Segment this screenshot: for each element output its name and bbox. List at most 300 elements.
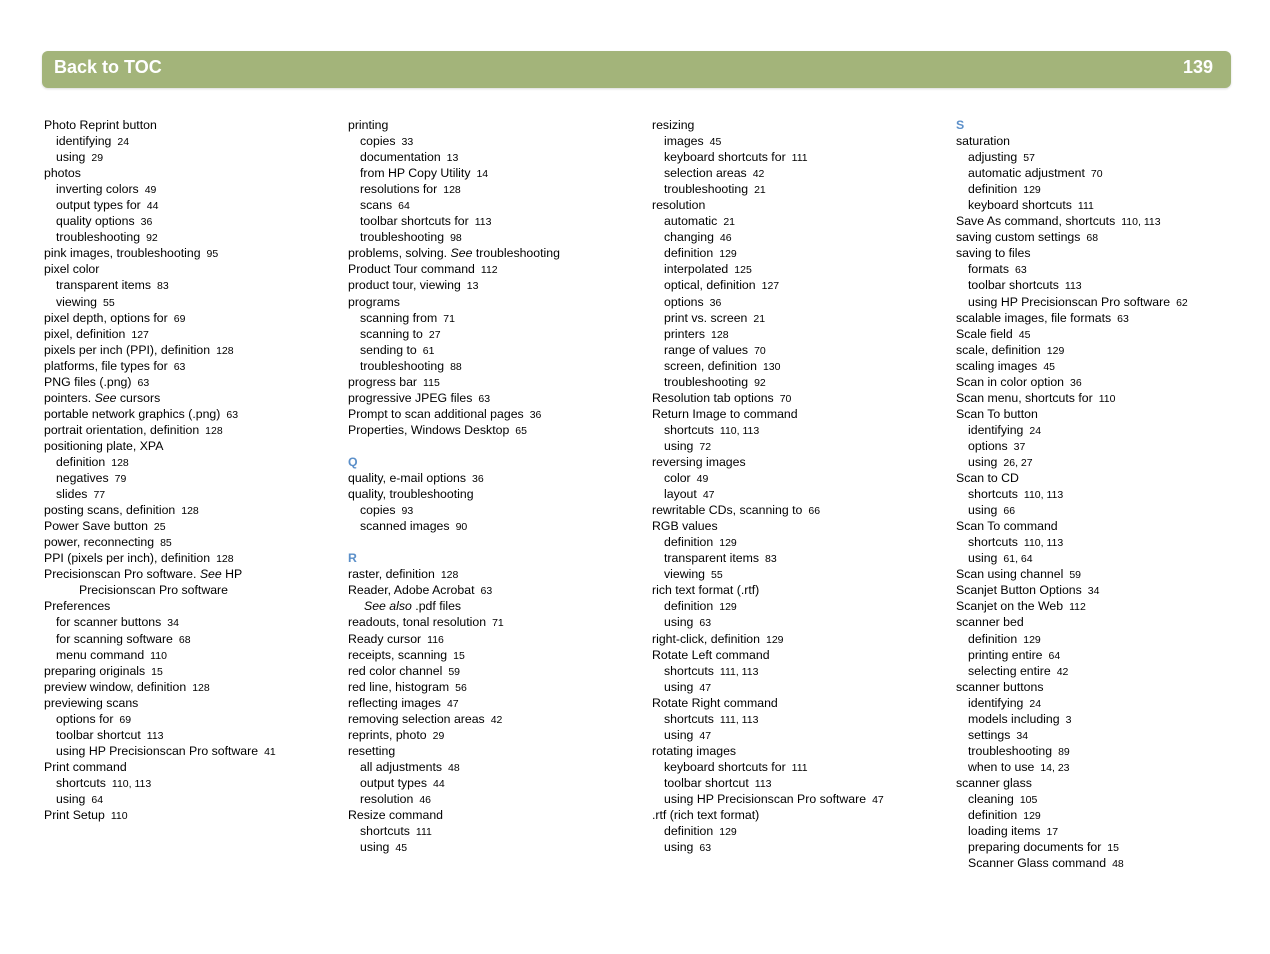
page-reference-link[interactable]: 90 <box>455 521 468 534</box>
index-subentry <box>44 486 344 502</box>
index-entry <box>652 454 952 470</box>
index-subentry <box>348 839 648 855</box>
index-term: posting scans, definition <box>44 503 176 518</box>
page-reference-link[interactable]: 89 <box>1058 745 1070 758</box>
page-reference-link[interactable]: 44 <box>146 200 159 213</box>
page-reference-link[interactable]: 110, 113 <box>719 424 760 437</box>
index-subentry <box>956 534 1256 550</box>
index-term: Scan menu, shortcuts for <box>956 390 1093 405</box>
page-reference-link[interactable]: 112 <box>1069 601 1086 614</box>
page-reference-link[interactable]: 3 <box>1065 713 1072 726</box>
page-reference-link[interactable]: 47 <box>702 489 715 502</box>
page-reference-link[interactable]: 85 <box>160 537 172 550</box>
index-entry <box>44 438 344 454</box>
page-reference-link[interactable]: 128 <box>192 681 210 694</box>
page-reference-link[interactable]: 36 <box>1070 376 1082 389</box>
index-term: changing <box>664 230 714 245</box>
page-reference-link[interactable]: 37 <box>1013 440 1026 453</box>
page-reference-link[interactable]: 128 <box>216 553 234 566</box>
index-entry <box>652 631 952 647</box>
index-term: documentation <box>360 150 441 165</box>
page-reference-link[interactable]: 13 <box>466 280 479 293</box>
page-reference-link[interactable]: 70 <box>779 392 792 405</box>
index-term: shortcuts <box>56 775 106 790</box>
page-reference-link[interactable]: 66 <box>808 505 821 518</box>
index-subentry <box>348 181 648 197</box>
page-reference-link[interactable]: 68 <box>178 633 191 646</box>
see-target[interactable]: cursors <box>116 390 161 405</box>
index-subentry <box>956 149 1256 165</box>
index-entry <box>348 422 648 438</box>
index-term: using HP Precisionscan Pro software <box>56 743 259 758</box>
index-term: loading items <box>968 824 1041 839</box>
page-reference-link[interactable]: 113 <box>146 729 164 742</box>
page-reference-link[interactable]: 49 <box>696 473 709 486</box>
index-subentry <box>652 470 952 486</box>
page-reference-link[interactable]: 47 <box>699 729 712 742</box>
page-reference-link[interactable]: 110, 113 <box>1121 216 1161 229</box>
page-reference-link[interactable]: 63 <box>478 392 491 405</box>
index-subentry <box>44 614 344 630</box>
page-reference-link[interactable]: 112 <box>480 264 498 277</box>
page-reference-link[interactable]: 36 <box>709 296 722 309</box>
index-spacer <box>348 438 648 454</box>
index-term: quality, troubleshooting <box>348 487 474 502</box>
index-entry <box>44 342 344 358</box>
index-term: using <box>664 727 694 742</box>
page-reference-link[interactable]: 36 <box>140 216 153 229</box>
page-reference-link[interactable]: 33 <box>401 136 414 149</box>
index-column-2 <box>348 117 648 855</box>
index-term: adjusting <box>968 150 1018 165</box>
page-reference-link[interactable]: 128 <box>181 505 199 518</box>
page-reference-link[interactable]: 57 <box>1023 152 1035 165</box>
index-subentry <box>652 245 952 261</box>
index-term: viewing <box>664 567 706 582</box>
page-reference-link[interactable]: 49 <box>144 184 157 197</box>
page-reference-link[interactable]: 129 <box>1023 810 1041 823</box>
page-reference-link[interactable]: 69 <box>119 713 132 726</box>
index-term: for scanner buttons <box>56 615 162 630</box>
index-term: progressive JPEG files <box>348 390 473 405</box>
page-reference-link[interactable]: 61 <box>422 344 435 357</box>
page-reference-link[interactable]: 47 <box>446 697 459 710</box>
page-reference-link[interactable]: 45 <box>395 842 408 855</box>
index-term: using <box>664 438 694 453</box>
index-subentry <box>44 711 344 727</box>
index-term: pointers. <box>44 390 92 405</box>
page-reference-link[interactable]: 61, 64 <box>1003 553 1033 566</box>
page-reference-link[interactable]: 15 <box>1107 842 1119 855</box>
page-reference-link[interactable]: 127 <box>761 280 780 293</box>
index-subentry <box>44 470 344 486</box>
index-term: scale, definition <box>956 342 1041 357</box>
index-entry <box>652 743 952 759</box>
page-reference-link[interactable]: 48 <box>1112 858 1124 871</box>
page-reference-link[interactable]: 129 <box>765 633 784 646</box>
index-subentry <box>44 647 344 663</box>
index-subentry <box>44 277 344 293</box>
index-term: definition <box>664 535 714 550</box>
index-subentry <box>956 550 1256 566</box>
index-subentry <box>348 791 648 807</box>
page-reference-link[interactable]: 26, 27 <box>1003 456 1033 469</box>
index-subentry <box>956 631 1256 647</box>
page-reference-link[interactable]: 93 <box>401 505 414 518</box>
page-reference-link[interactable]: 42 <box>490 713 503 726</box>
page-reference-link[interactable]: 110, 113 <box>1023 537 1064 550</box>
index-term: print vs. screen <box>664 310 748 325</box>
index-term: problems, solving. <box>348 246 448 261</box>
index-term: Resize command <box>348 808 443 823</box>
page-reference-link[interactable]: 95 <box>206 248 219 261</box>
index-entry <box>956 374 1256 390</box>
page-reference-link[interactable]: 68 <box>1086 232 1099 245</box>
index-section-letter: Q <box>348 454 358 469</box>
index-term: scans <box>360 198 393 213</box>
index-entry <box>348 390 648 406</box>
page-reference-link[interactable]: 129 <box>719 601 737 614</box>
page-reference-link[interactable]: 63 <box>1117 312 1129 325</box>
page-reference-link[interactable]: 113 <box>1064 280 1082 293</box>
index-term: resolution <box>360 791 414 806</box>
index-subentry <box>956 647 1256 663</box>
index-subentry <box>956 743 1256 759</box>
page-reference-link[interactable]: 42 <box>752 168 765 181</box>
index-entry <box>956 775 1256 791</box>
page-reference-link[interactable]: 25 <box>153 521 166 534</box>
page-reference-link[interactable]: 110, 113 <box>1023 489 1064 502</box>
index-entry <box>652 117 952 133</box>
page-reference-link[interactable]: 129 <box>1023 184 1041 197</box>
page-reference-link[interactable]: 129 <box>1046 344 1065 357</box>
see-target[interactable]: .pdf files <box>411 599 462 614</box>
index-subentry <box>348 358 648 374</box>
index-subentry <box>652 229 952 245</box>
index-term: rich text format (.rtf) <box>652 583 760 598</box>
back-to-toc-link[interactable]: Back to TOC <box>54 57 162 77</box>
index-subentry <box>956 807 1256 823</box>
page-reference-link[interactable]: 98 <box>450 232 462 245</box>
page-reference-link[interactable]: 48 <box>448 761 460 774</box>
index-term: reprints, photo <box>348 727 427 742</box>
page-reference-link[interactable]: 63 <box>480 585 493 598</box>
index-subentry <box>348 213 648 229</box>
index-subentry <box>956 695 1256 711</box>
page-reference-link[interactable]: 130 <box>762 360 781 373</box>
index-term: previewing scans <box>44 695 139 710</box>
index-entry <box>652 518 952 534</box>
index-term: Properties, Windows Desktop <box>348 422 510 437</box>
index-term: shortcuts <box>664 711 714 726</box>
page-reference-link[interactable]: 72 <box>699 440 712 453</box>
index-entry <box>652 406 952 422</box>
index-subentry <box>652 839 952 855</box>
page-reference-link[interactable]: 79 <box>114 473 127 486</box>
index-entry <box>956 213 1256 229</box>
page-reference-link[interactable]: 71 <box>443 312 455 325</box>
page-reference-link[interactable]: 55 <box>103 296 115 309</box>
index-term: copies <box>360 503 396 518</box>
page-reference-link[interactable]: 63 <box>173 360 186 373</box>
page-reference-link[interactable]: 21 <box>754 184 766 197</box>
index-term: optical, definition <box>664 278 756 293</box>
page-reference-link[interactable]: 29 <box>432 729 445 742</box>
index-subentry <box>44 181 344 197</box>
index-term: pixel color <box>44 262 100 277</box>
page-reference-link[interactable]: 63 <box>1015 264 1027 277</box>
index-subentry <box>652 679 952 695</box>
page-reference-link[interactable]: 128 <box>216 344 234 357</box>
index-term: selecting entire <box>968 663 1051 678</box>
page-reference-link[interactable]: 21 <box>723 216 736 229</box>
index-subentry <box>652 213 952 229</box>
index-entry <box>956 390 1256 406</box>
page-reference-link[interactable]: 27 <box>428 328 441 341</box>
index-subentry <box>44 454 344 470</box>
page-reference-link[interactable]: 65 <box>515 424 527 437</box>
page-reference-link[interactable]: 45 <box>709 136 722 149</box>
page-reference-link[interactable]: 29 <box>91 152 104 165</box>
page-reference-link[interactable]: 56 <box>455 681 467 694</box>
page-reference-link[interactable]: 111 <box>791 761 808 774</box>
page-reference-link[interactable]: 46 <box>419 793 432 806</box>
index-subentry <box>652 663 952 679</box>
index-term: scanning to <box>360 326 423 341</box>
index-term: reversing images <box>652 454 746 469</box>
index-term: keyboard shortcuts for <box>664 759 786 774</box>
page-reference-link[interactable]: 47 <box>872 793 884 806</box>
index-term: toolbar shortcut <box>664 775 749 790</box>
page-reference-link[interactable]: 92 <box>146 232 158 245</box>
page-reference-link[interactable]: 36 <box>472 473 484 486</box>
index-entry <box>348 374 648 390</box>
index-term: from HP Copy Utility <box>360 166 471 181</box>
page-reference-link[interactable]: 63 <box>699 617 712 630</box>
page-reference-link[interactable]: 34 <box>167 617 179 630</box>
page-reference-link[interactable]: 105 <box>1019 793 1038 806</box>
page-reference-link[interactable]: 71 <box>492 617 504 630</box>
index-subentry <box>348 229 648 245</box>
page-reference-link[interactable]: 34 <box>1087 585 1100 598</box>
index-term: using <box>664 615 694 630</box>
page-reference-link[interactable]: 111 <box>415 826 432 839</box>
page-reference-link[interactable]: 116 <box>427 633 444 646</box>
page-reference-link[interactable]: 128 <box>111 456 129 469</box>
page-reference-link[interactable]: 127 <box>131 328 149 341</box>
page-reference-link[interactable]: 64 <box>398 200 410 213</box>
index-entry <box>652 807 952 823</box>
index-entry <box>44 261 344 277</box>
index-entry <box>956 133 1256 149</box>
index-term: Prompt to scan additional pages <box>348 406 524 421</box>
index-entry <box>44 566 344 582</box>
page-reference-link[interactable]: 110, 113 <box>111 777 152 790</box>
page-reference-link[interactable]: 69 <box>173 312 186 325</box>
index-entry <box>44 807 344 823</box>
index-subentry <box>652 550 952 566</box>
index-entry <box>348 727 648 743</box>
page-reference-link[interactable]: 63 <box>226 408 239 421</box>
index-subentry <box>652 374 952 390</box>
page-reference-link[interactable]: 128 <box>711 328 729 341</box>
index-section-letter: S <box>956 118 965 132</box>
index-term: using <box>664 840 694 855</box>
index-term: resolutions for <box>360 182 438 197</box>
page-reference-link[interactable]: 70 <box>1090 168 1103 181</box>
page-reference-link[interactable]: 62 <box>1176 296 1188 309</box>
index-entry <box>652 695 952 711</box>
index-entry <box>348 679 648 695</box>
index-column-1 <box>44 117 344 823</box>
page-reference-link[interactable]: 24 <box>1029 424 1042 437</box>
page-reference-link[interactable]: 77 <box>93 489 106 502</box>
page-reference-link[interactable]: 128 <box>440 569 459 582</box>
index-entry <box>652 647 952 663</box>
page-reference-link[interactable]: 34 <box>1016 729 1029 742</box>
page-reference-link[interactable]: 24 <box>117 136 130 149</box>
index-subentry <box>44 229 344 245</box>
page-reference-link[interactable]: 88 <box>450 360 462 373</box>
index-subentry <box>956 438 1256 454</box>
page-reference-link[interactable]: 46 <box>719 232 732 245</box>
page-reference-link[interactable]: 111 <box>1077 200 1094 213</box>
index-entry <box>956 598 1256 614</box>
page-reference-link[interactable]: 36 <box>529 408 542 421</box>
page-reference-link[interactable]: 59 <box>448 665 461 678</box>
index-section-letter: R <box>348 551 357 566</box>
page-reference-link[interactable]: 111, 113 <box>719 713 759 726</box>
index-subentry <box>348 759 648 775</box>
index-term: scanner bed <box>956 615 1024 630</box>
index-subentry <box>652 727 952 743</box>
index-subentry <box>44 133 344 149</box>
index-term: Preferences <box>44 599 111 614</box>
index-subentry <box>652 422 952 438</box>
index-term: definition <box>664 599 714 614</box>
index-subentry <box>956 759 1256 775</box>
page-reference-link[interactable]: 15 <box>151 665 163 678</box>
index-term: Scan To command <box>956 519 1058 534</box>
header-bar <box>42 51 1231 88</box>
page-reference-link[interactable]: 44 <box>433 777 445 790</box>
page-reference-link[interactable]: 83 <box>765 553 777 566</box>
see-target[interactable]: HP <box>221 567 243 582</box>
index-term: quality, e-mail options <box>348 471 467 486</box>
index-term: power, reconnecting <box>44 535 155 550</box>
index-term: transparent items <box>664 551 760 566</box>
page-reference-link[interactable]: 129 <box>1023 633 1041 646</box>
page-reference-link[interactable]: 42 <box>1056 665 1069 678</box>
page-reference-link[interactable]: 129 <box>719 826 737 839</box>
page-reference-link[interactable]: 24 <box>1029 697 1042 710</box>
page-reference-link[interactable]: 47 <box>699 681 712 694</box>
page-reference-link[interactable]: 55 <box>711 569 723 582</box>
page-reference-link[interactable]: 111, 113 <box>719 665 759 678</box>
page-reference-link[interactable]: 125 <box>734 264 752 277</box>
index-term: printing <box>348 118 389 132</box>
index-entry <box>956 229 1256 245</box>
index-subentry <box>652 711 952 727</box>
page-reference-link[interactable]: 45 <box>1018 328 1031 341</box>
page-reference-link[interactable]: 129 <box>719 537 737 550</box>
index-term: settings <box>968 727 1011 742</box>
page-reference-link[interactable]: 70 <box>754 344 766 357</box>
index-entry <box>44 390 344 406</box>
page-reference-link[interactable]: 111 <box>791 152 808 165</box>
page-reference-link[interactable]: 115 <box>423 376 440 389</box>
index-term: definition <box>968 631 1018 646</box>
index-subentry <box>956 277 1256 293</box>
page-reference-link[interactable]: 110 <box>110 810 128 823</box>
index-entry <box>348 614 648 630</box>
index-term: when to use <box>968 759 1035 774</box>
page-reference-link[interactable]: 113 <box>754 777 772 790</box>
index-entry <box>44 245 344 261</box>
index-subentry <box>44 149 344 165</box>
page-reference-link[interactable]: 17 <box>1046 826 1059 839</box>
index-term: Scan in color option <box>956 374 1065 389</box>
index-term: screen, definition <box>664 358 757 373</box>
index-term: rotating images <box>652 743 737 758</box>
index-entry <box>44 550 344 566</box>
index-entry <box>348 566 648 582</box>
index-term: options for <box>56 711 114 726</box>
page-reference-link[interactable]: 13 <box>446 152 459 165</box>
page-reference-link[interactable]: 83 <box>157 280 169 293</box>
page-reference-link[interactable]: 66 <box>1003 505 1016 518</box>
index-term: Precisionscan Pro software. <box>44 567 197 582</box>
see-target[interactable]: troubleshooting <box>472 246 560 261</box>
index-term: keyboard shortcuts for <box>664 150 786 165</box>
index-term: PPI (pixels per inch), definition <box>44 551 211 566</box>
index-subentry <box>956 711 1256 727</box>
index-term: preparing originals <box>44 663 146 678</box>
page-reference-link[interactable]: 63 <box>699 842 712 855</box>
page-reference-link[interactable]: 64 <box>91 793 104 806</box>
page-reference-link[interactable]: 110 <box>1098 392 1116 405</box>
page-reference-link[interactable]: 128 <box>443 184 461 197</box>
page-reference-link[interactable]: 129 <box>719 248 737 261</box>
index-subentry <box>956 839 1256 855</box>
page-reference-link[interactable]: 14 <box>476 168 489 181</box>
page-reference-link[interactable]: 92 <box>754 376 766 389</box>
page-reference-link[interactable]: 63 <box>137 376 150 389</box>
page-reference-link[interactable]: 45 <box>1043 360 1056 373</box>
page-reference-link[interactable]: 21 <box>753 312 766 325</box>
page-reference-link[interactable]: 110 <box>150 649 167 662</box>
index-entry <box>348 277 648 293</box>
page-reference-link[interactable]: 64 <box>1048 649 1061 662</box>
index-term: models including <box>968 711 1060 726</box>
page-reference-link[interactable]: 128 <box>205 424 223 437</box>
index-term: scanned images <box>360 519 450 534</box>
index-subentry <box>348 133 648 149</box>
index-term: sending to <box>360 342 417 357</box>
page-reference-link[interactable]: 41 <box>264 745 276 758</box>
index-subentry <box>956 181 1256 197</box>
index-entry <box>348 711 648 727</box>
index-term: PNG files (.png) <box>44 374 132 389</box>
index-term: formats <box>968 262 1009 277</box>
page-reference-link[interactable]: 15 <box>453 649 465 662</box>
index-subentry <box>348 598 648 614</box>
index-entry <box>348 807 648 823</box>
page-reference-link[interactable]: 113 <box>474 216 492 229</box>
index-term: Print command <box>44 759 127 774</box>
page-reference-link[interactable]: 59 <box>1069 569 1082 582</box>
page-reference-link[interactable]: 14, 23 <box>1040 761 1070 774</box>
